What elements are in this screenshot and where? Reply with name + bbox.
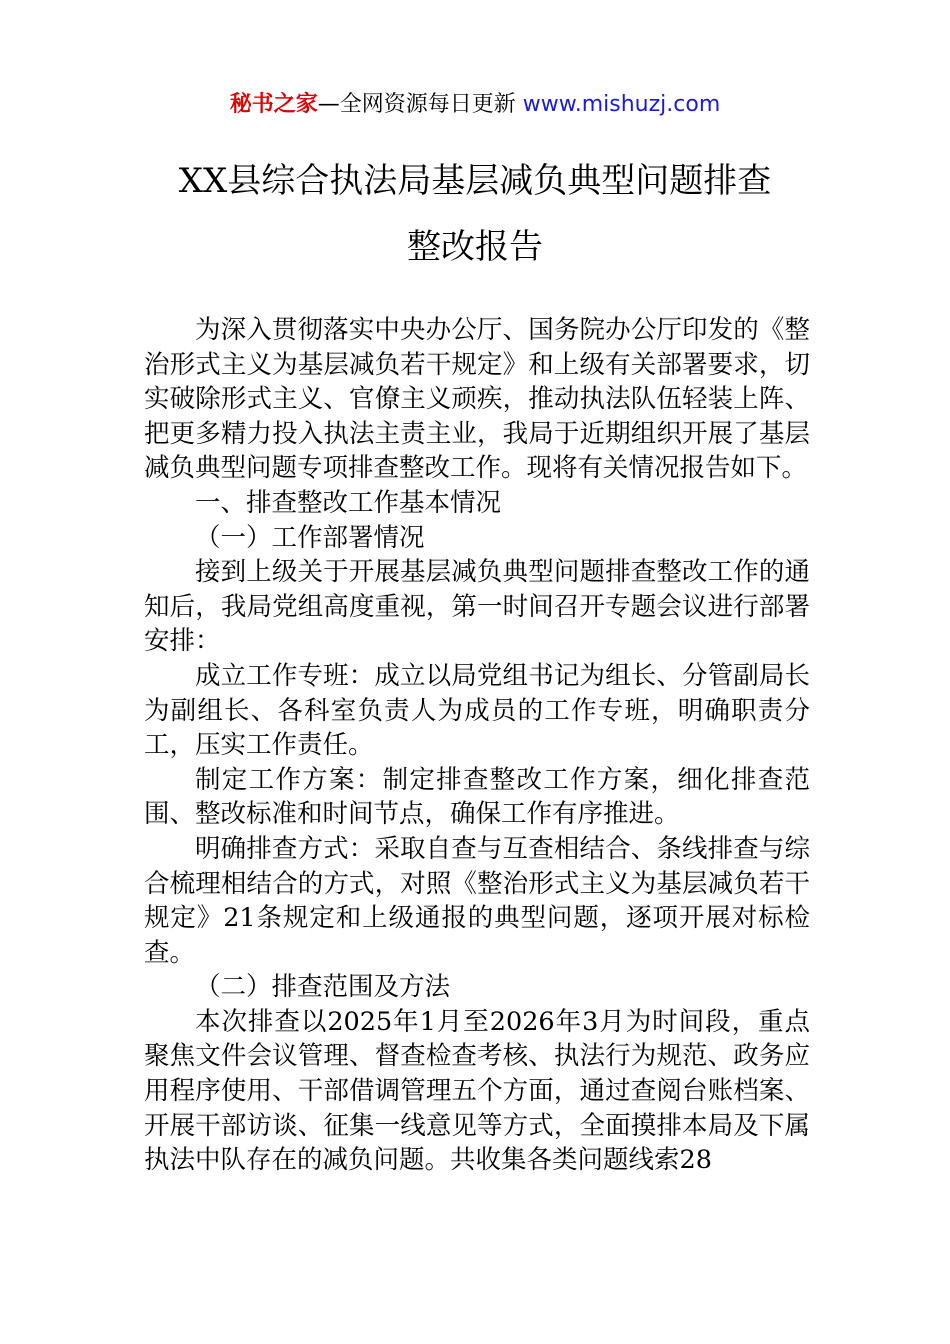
title-line-1: XX县综合执法局基层减负典型问题排查 (178, 161, 772, 201)
subsection-2-paragraph-1: 本次排查以2025年1月至2026年3月为时间段，重点聚焦文件会议管理、督查检查考核、执法行为规范、政务应用程序使用、干部借调管理五个方面，通过查阅台账档案、开展干部访谈、征集一线意见等方式，全面摸排本局及下属执法中队存在的减负问题。共收集各类问题线索28 (144, 1006, 810, 1176)
subsection-1-paragraph-2: 成立工作专班：成立以局党组书记为组长、分管副局长为副组长、各科室负责人为成员的工作专班，明确职责分工，压实工作责任。 (144, 660, 810, 761)
section-1-heading: 一、排查整改工作基本情况 (195, 487, 502, 518)
subsection-1-paragraph-4: 明确排查方式：采取自查与互查相结合、条线排查与综合梳理相结合的方式，对照《整治形式主义为基层减负若干规定》21条规定和上级通报的典型问题，逐项开展对标检查。 (144, 833, 810, 968)
subsection-2-heading: （二）排查范围及方法 (195, 972, 451, 1003)
document-title (60, 148, 890, 280)
site-url-link[interactable]: www.mishuzj.com (522, 92, 721, 117)
site-header (0, 88, 950, 122)
site-tagline: —全网资源每日更新 (317, 92, 516, 117)
subsection-1-paragraph-1: 接到上级关于开展基层减负典型问题排查整改工作的通知后，我局党组高度重视，第一时间召开专题会议进行部署安排： (144, 557, 810, 657)
site-brand: 秘书之家 (229, 92, 318, 117)
document-body (144, 313, 810, 1178)
intro-paragraph: 为深入贯彻落实中央办公厅、国务院办公厅印发的《整治形式主义为基层减负若干规定》和上级有关部署要求，切实破除形式主义、官僚主义顽疾，推动执法队伍轻装上阵、把更多精力投入执法主责主业，我局于近期组织开展了基层减负典型问题专项排查整改工作。现将有关情况报告如下。 (144, 315, 810, 484)
subsection-1-heading: （一）工作部署情况 (195, 522, 425, 553)
subsection-1-paragraph-3: 制定工作方案：制定排查整改工作方案，细化排查范围、整改标准和时间节点，确保工作有序推进。 (144, 764, 810, 830)
title-line-2: 整改报告 (407, 227, 543, 267)
